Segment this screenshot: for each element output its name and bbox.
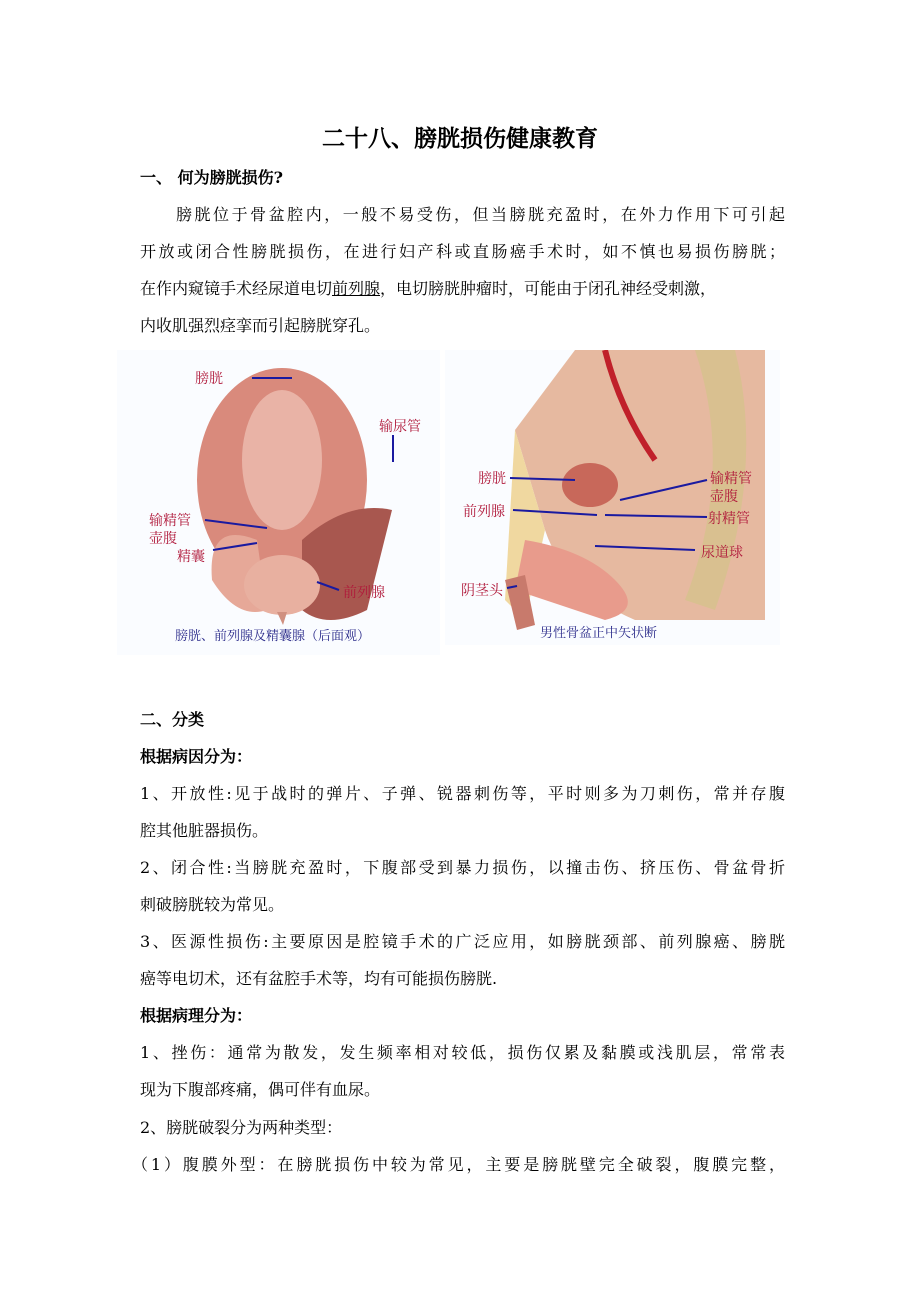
paragraph-line: 膀胱位于骨盆腔内，一般不易受伤，但当膀胱充盈时，在外力作用下可引起 [176,205,785,224]
text: 在作内窥镜手术经尿道电切 [140,279,333,298]
label-ejaculatory-duct: 射精管 [708,511,750,527]
label-prostate: 前列腺 [343,585,385,601]
label-ampulla: 壶腹 [710,489,738,505]
section-heading: 二、分类 [140,710,205,729]
subheading: 根据病因分为： [140,747,253,766]
figure-bladder-posterior [117,350,440,655]
label-vas: 输精管 [710,471,752,487]
paragraph-line: 2、闭合性:当膀胱充盈时，下腹部受到暴力损伤，以撞击伤、挤压伤、骨盆骨折 [140,858,785,877]
paragraph-line: （1）腹膜外型：在膀胱损伤中较为常见，主要是膀胱壁完全破裂，腹膜完整， [132,1155,785,1174]
paragraph-line: 内收肌强烈痉挛而引起膀胱穿孔。 [140,316,381,335]
page-title: 二十八、膀胱损伤健康教育 [322,125,598,152]
label-vesicle: 精囊 [177,549,205,565]
label-ureter: 输尿管 [379,419,421,435]
prostate-link[interactable]: 前列腺 [332,279,381,298]
paragraph-line: 1、挫伤：通常为散发，发生频率相对较低，损伤仅累及黏膜或浅肌层，常常表 [140,1043,785,1062]
paragraph-line: 开放或闭合性膀胱损伤，在进行妇产科或直肠癌手术时，如不慎也易损伤膀胱； [140,242,785,261]
label-urethral-bulb: 尿道球 [701,545,743,561]
paragraph-line: 刺破膀胱较为常见。 [140,895,285,914]
section-heading: 一、 何为膀胱损伤? [140,168,283,187]
figure-caption: 膀胱、前列腺及精囊腺（后面观） [175,629,371,644]
paragraph-line: 癌等电切术，还有盆腔手术等，均有可能损伤膀胱. [140,969,498,988]
label-vas: 输精管 [149,513,191,529]
label-prostate: 前列腺 [463,504,505,520]
subheading: 根据病理分为： [140,1006,253,1025]
label-bladder: 膀胱 [478,471,506,487]
label-glans: 阴茎头 [461,583,503,599]
paragraph-line: 3、医源性损伤:主要原因是腔镜手术的广泛应用，如膀胱颈部、前列腺癌、膀胱 [140,932,785,951]
label-ampulla: 壶腹 [149,531,177,547]
text: ，电切膀胱肿瘤时，可能由于闭孔神经受刺激， [380,279,717,298]
bladder-illustration [117,350,440,655]
paragraph-line: 现为下腹部疼痛，偶可伴有血尿。 [140,1080,381,1099]
paragraph-line: 1、开放性:见于战时的弹片、子弹、锐器刺伤等，平时则多为刀刺伤，常并存腹 [140,784,785,803]
figure-caption: 男性骨盆正中矢状断 [540,626,658,641]
label-bladder: 膀胱 [195,371,223,387]
paragraph-line: 2、膀胱破裂分为两种类型： [140,1118,343,1137]
paragraph-line: 腔其他脏器损伤。 [140,821,269,840]
paragraph-line [140,279,785,299]
figure-male-pelvis [445,350,780,645]
